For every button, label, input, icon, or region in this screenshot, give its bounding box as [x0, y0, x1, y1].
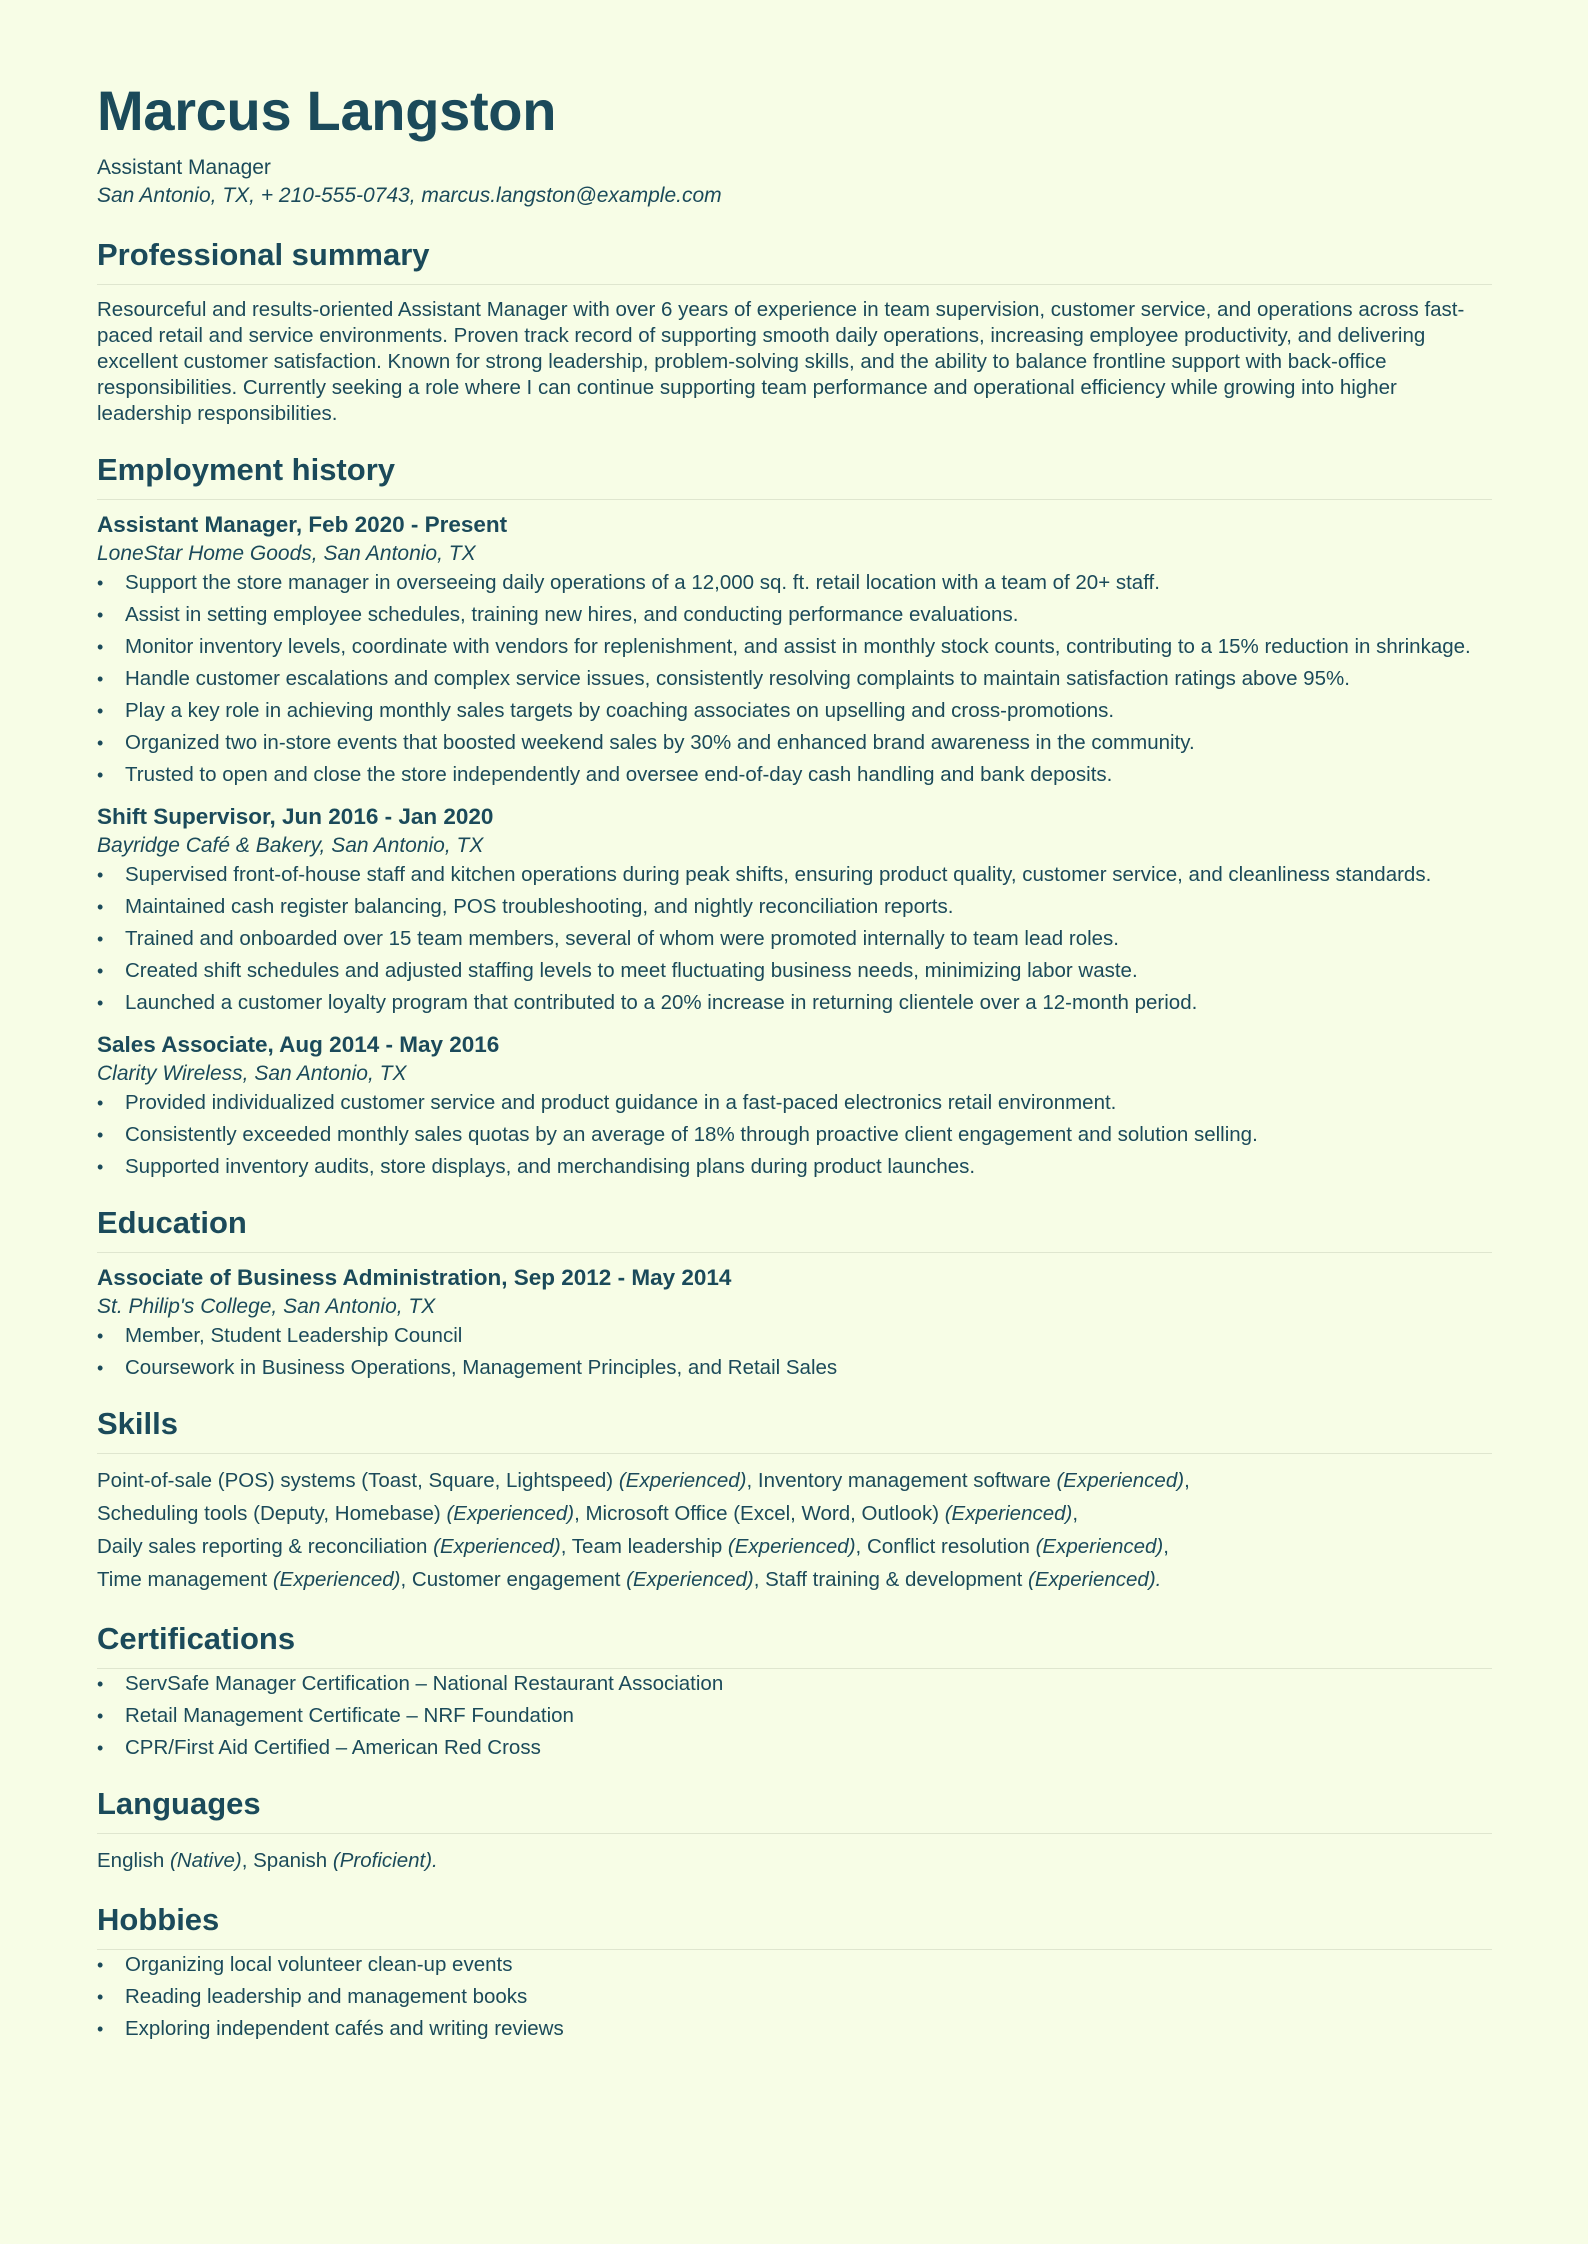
language-level: (Proficient): [332, 1849, 433, 1872]
job-bullet: • Supervised front-of-house staff and kitchen operations during peak shifts, ensuring product quality, customer service, and cleanliness standards.: [97, 862, 1492, 888]
job-bullet: • Monitor inventory levels, coordinate with vendors for replenishment, and assist in monthly stock counts, contributing to a 15% reduction in shrinkage.: [97, 634, 1492, 660]
candidate-name: Marcus Langston: [97, 79, 557, 142]
job-bullet: • Consistently exceeded monthly sales quotas by an average of 18% through proactive client engagement and solution selling.: [97, 1122, 1492, 1148]
job-bullet: • Support the store manager in overseeing daily operations of a 12,000 sq. ft. retail location with a team of 20+ staff.: [97, 570, 1492, 596]
education-bullet: • Coursework in Business Operations, Management Principles, and Retail Sales: [97, 1355, 1492, 1381]
education-section: [97, 1204, 1492, 1381]
summary-section: [97, 236, 1492, 427]
skill-level: (Experienced): [1028, 1568, 1156, 1591]
skill-name: Team leadership: [571, 1535, 723, 1558]
hobby-item: • Reading leadership and management books: [97, 1984, 1492, 2010]
skill-level: (Experienced): [944, 1502, 1073, 1525]
job-title: Sales Associate, Aug 2014 - May 2016: [97, 1032, 500, 1057]
job-bullet: • Handle customer escalations and complex service issues, consistently resolving complaints to maintain satisfaction ratings above 95%.: [97, 666, 1492, 692]
contact-info: San Antonio, TX, + 210-555-0743, marcus.langston@example.com: [97, 184, 722, 207]
certification-item: • CPR/First Aid Certified – American Red Cross: [97, 1735, 1492, 1761]
certification-item: • Retail Management Certificate – NRF Foundation: [97, 1703, 1492, 1729]
job-title: Shift Supervisor, Jun 2016 - Jan 2020: [97, 804, 494, 829]
resume-page: [97, 78, 1492, 2048]
job-bullet: • Maintained cash register balancing, POS troubleshooting, and nightly reconciliation reports.: [97, 894, 1492, 920]
skill-level: (Experienced): [626, 1568, 754, 1591]
job-entry: [97, 802, 1492, 1016]
certifications-list: [97, 1671, 1492, 1761]
certifications-section: [97, 1620, 1492, 1761]
school-name: St. Philip's College, San Antonio, TX: [97, 1295, 436, 1318]
job-entry: [97, 1030, 1492, 1180]
job-bullet: • Trusted to open and close the store independently and oversee end-of-day cash handling and bank deposits.: [97, 762, 1492, 788]
degree-title: Associate of Business Administration, Sep 2012 - May 2014: [97, 1265, 732, 1290]
skill-name: Microsoft Office (Excel, Word, Outlook): [585, 1502, 940, 1525]
resume-header: [97, 78, 1492, 210]
employment-section: [97, 451, 1492, 1180]
job-company: LoneStar Home Goods, San Antonio, TX: [97, 542, 476, 565]
education-entry: [97, 1263, 1492, 1381]
candidate-title: Assistant Manager: [97, 156, 271, 179]
skill-name: Time management: [97, 1568, 268, 1591]
skill-name: Daily sales reporting & reconciliation: [97, 1535, 428, 1558]
job-bullet: • Assist in setting employee schedules, training new hires, and conducting performance evaluations.: [97, 602, 1492, 628]
education-bullet: • Member, Student Leadership Council: [97, 1323, 1492, 1349]
job-bullets: [97, 1090, 1492, 1180]
skill-level: (Experienced): [272, 1568, 401, 1591]
skill-name: Point-of-sale (POS) systems (Toast, Square, Lightspeed): [97, 1469, 614, 1492]
skill-level: (Experienced): [433, 1535, 561, 1558]
job-bullet: • Launched a customer loyalty program that contributed to a 20% increase in returning clientele over a 12-month period.: [97, 990, 1492, 1016]
skill-name: Staff training & development: [765, 1568, 1023, 1591]
skills-list: Point-of-sale (POS) systems (Toast, Square, Lightspeed) (Experienced), Inventory management software (Experienced), Scheduling tools (Deputy, Homebase) (Experienced), Microsoft Office (Excel, Word, Outlook) (Experienced), Daily sales reporting & reconciliation (Experienced), Team leadership (Experienced), Conflict resolution (Experienced), Time management (Experienced), Customer engagement (Experienced), Staff training & development (Experienced).: [97, 1469, 1190, 1591]
job-bullet: • Provided individualized customer service and product guidance in a fast-paced electronics retail environment.: [97, 1090, 1492, 1116]
summary-heading: Professional summary: [97, 236, 1492, 285]
skill-name: Conflict resolution: [866, 1535, 1030, 1558]
job-bullets: [97, 862, 1492, 1016]
skills-section: [97, 1405, 1492, 1596]
skill-name: Customer engagement: [411, 1568, 621, 1591]
skill-name: Scheduling tools (Deputy, Homebase): [97, 1502, 441, 1525]
languages-section: [97, 1785, 1492, 1877]
job-bullets: [97, 570, 1492, 788]
languages-heading: Languages: [97, 1785, 1492, 1834]
certifications-heading: Certifications: [97, 1620, 1492, 1669]
job-company: Clarity Wireless, San Antonio, TX: [97, 1062, 407, 1085]
job-company: Bayridge Café & Bakery, San Antonio, TX: [97, 834, 484, 857]
skills-heading: Skills: [97, 1405, 1492, 1454]
skill-level: (Experienced): [446, 1502, 575, 1525]
skill-level: (Experienced): [618, 1469, 747, 1492]
language-name: English: [97, 1849, 165, 1872]
job-bullet: • Play a key role in achieving monthly sales targets by coaching associates on upselling and cross-promotions.: [97, 698, 1492, 724]
summary-text: Resourceful and results-oriented Assistant Manager with over 6 years of experience in team supervision, customer service, and operations across fast-paced retail and service environments. Proven track record of supporting smooth daily operations, increasing employee productivity, and delivering excellent customer satisfaction. Known for strong leadership, problem-solving skills, and the ability to balance frontline support with back-office responsibilities. Currently seeking a role where I can continue supporting team performance and operational efficiency while growing into higher leadership responsibilities.: [97, 298, 1465, 425]
job-bullet: • Created shift schedules and adjusted staffing levels to meet fluctuating business needs, minimizing labor waste.: [97, 958, 1492, 984]
skill-name: Inventory management software: [757, 1469, 1051, 1492]
education-heading: Education: [97, 1204, 1492, 1253]
job-bullet: • Organized two in-store events that boosted weekend sales by 30% and enhanced brand awareness in the community.: [97, 730, 1492, 756]
job-entry: [97, 510, 1492, 788]
job-bullet: • Trained and onboarded over 15 team members, several of whom were promoted internally to team lead roles.: [97, 926, 1492, 952]
skill-level: (Experienced): [1056, 1469, 1185, 1492]
certification-item: • ServSafe Manager Certification – National Restaurant Association: [97, 1671, 1492, 1697]
job-bullet: • Supported inventory audits, store displays, and merchandising plans during product launches.: [97, 1154, 1492, 1180]
hobby-item: • Exploring independent cafés and writing reviews: [97, 2016, 1492, 2042]
skill-level: (Experienced): [1035, 1535, 1164, 1558]
education-bullets: [97, 1323, 1492, 1381]
employment-heading: Employment history: [97, 451, 1492, 500]
language-level: (Native): [169, 1849, 242, 1872]
skill-level: (Experienced): [727, 1535, 856, 1558]
language-name: Spanish: [253, 1849, 328, 1872]
hobbies-heading: Hobbies: [97, 1901, 1492, 1950]
hobbies-section: [97, 1901, 1492, 2042]
job-title: Assistant Manager, Feb 2020 - Present: [97, 512, 508, 537]
hobby-item: • Organizing local volunteer clean-up events: [97, 1952, 1492, 1978]
languages-list: English (Native), Spanish (Proficient).: [97, 1849, 438, 1872]
hobbies-list: [97, 1952, 1492, 2042]
